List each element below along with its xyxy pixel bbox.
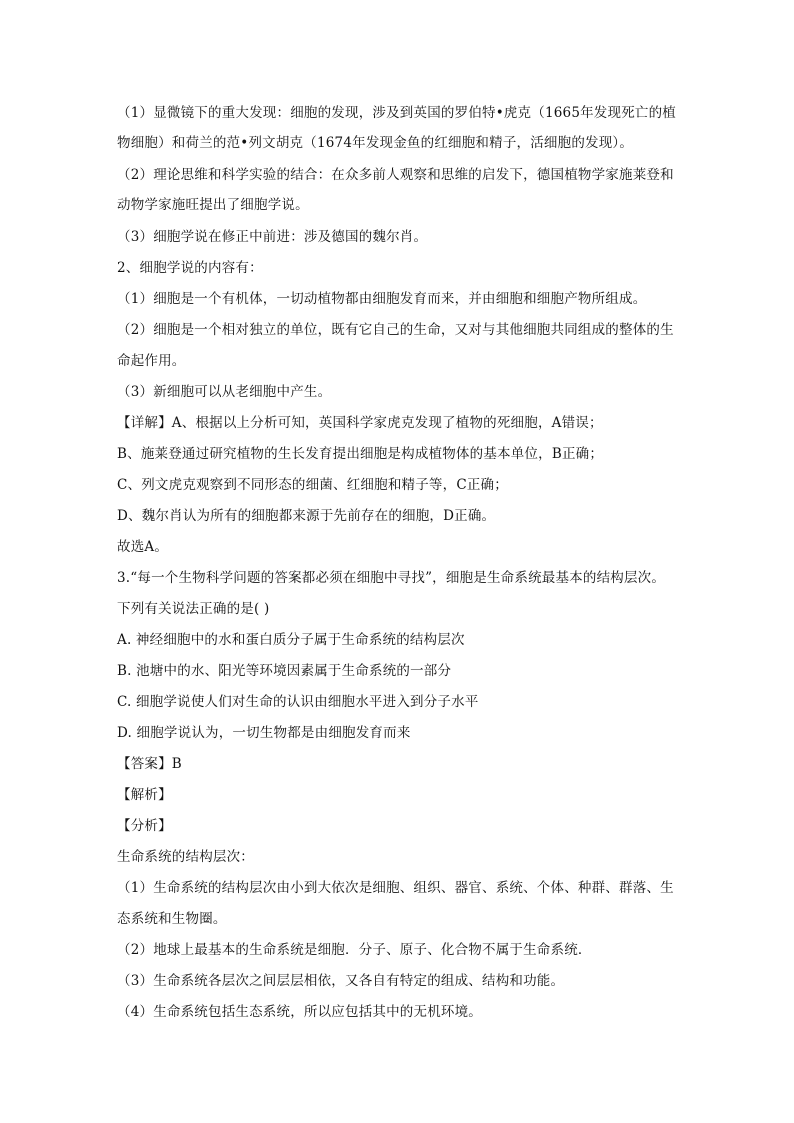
answer-label: 【答案】B [117,756,182,772]
text-line: （2）地球上最基本的生命系统是细胞．分子、原子、化合物不属于生命系统． [117,942,592,958]
text-line: （4）生命系统包括生态系统，所以应包括其中的无机环境。 [117,1004,482,1020]
text-line: （1）细胞是一个有机体，一切动植物都由细胞发育而来，并由细胞和细胞产物所组成。 [117,291,647,307]
option-b: B. 池塘中的水、阳光等环境因素属于生命系统的一部分 [117,663,452,679]
detail-line: D、魏尔肖认为所有的细胞都来源于先前存在的细胞，D正确。 [117,508,496,524]
text-line: 命起作用。 [117,353,186,369]
question-stem: 下列有关说法正确的是( ) [117,601,270,617]
text-line: 态系统和生物圈。 [117,911,227,927]
option-a: A. 神经细胞中的水和蛋白质分子属于生命系统的结构层次 [117,632,465,648]
text-line: （2）理论思维和科学实验的结合：在众多前人观察和思维的启发下，德国植物学家施莱登和 [117,167,674,183]
text-line: （3）细胞学说在修正中前进：涉及德国的魏尔肖。 [117,229,428,245]
text-line: （3）新细胞可以从老细胞中产生。 [117,384,332,400]
option-d: D. 细胞学说认为，一切生物都是由细胞发育而来 [117,725,411,741]
detail-line: 【详解】A、根据以上分析可知，英国科学家虎克发现了植物的死细胞，A错误； [117,415,603,431]
option-c: C. 细胞学说使人们对生命的认识由细胞水平进入到分子水平 [117,694,479,710]
text-line: 物细胞）和荷兰的范•列文胡克（1674年发现金鱼的红细胞和精子，活细胞的发现）。 [117,135,634,151]
text-line: （3）生命系统各层次之间层层相依，又各自有特定的组成、结构和功能。 [117,973,565,989]
text-line: 动物学家施旺提出了细胞学说。 [117,197,309,213]
analysis-subheading: 【分析】 [117,818,172,834]
analysis-label: 【解析】 [117,787,172,803]
section-heading: 2、细胞学说的内容有： [117,260,263,276]
text-line: （1）生命系统的结构层次由小到大依次是细胞、组织、器官、系统、个体、种群、群落、生 [117,880,674,896]
text-line: （1）显微镜下的重大发现：细胞的发现，涉及到英国的罗伯特•虎克（1665年发现死亡的植 [117,105,677,121]
detail-line: B、施莱登通过研究植物的生长发育提出细胞是构成植物体的基本单位，B正确； [117,446,604,462]
detail-line: C、列文虎克观察到不同形态的细菌、红细胞和精子等，C正确； [117,477,508,493]
text-line: 生命系统的结构层次： [117,849,254,865]
question-stem: 3.“每一个生物科学问题的答案都必须在细胞中寻找”，细胞是生命系统最基本的结构层次。 [117,570,666,586]
answer-choice-line: 故选A。 [117,539,169,555]
text-line: （2）细胞是一个相对独立的单位，既有它自己的生命，又对与其他细胞共同组成的整体的生 [117,322,674,338]
